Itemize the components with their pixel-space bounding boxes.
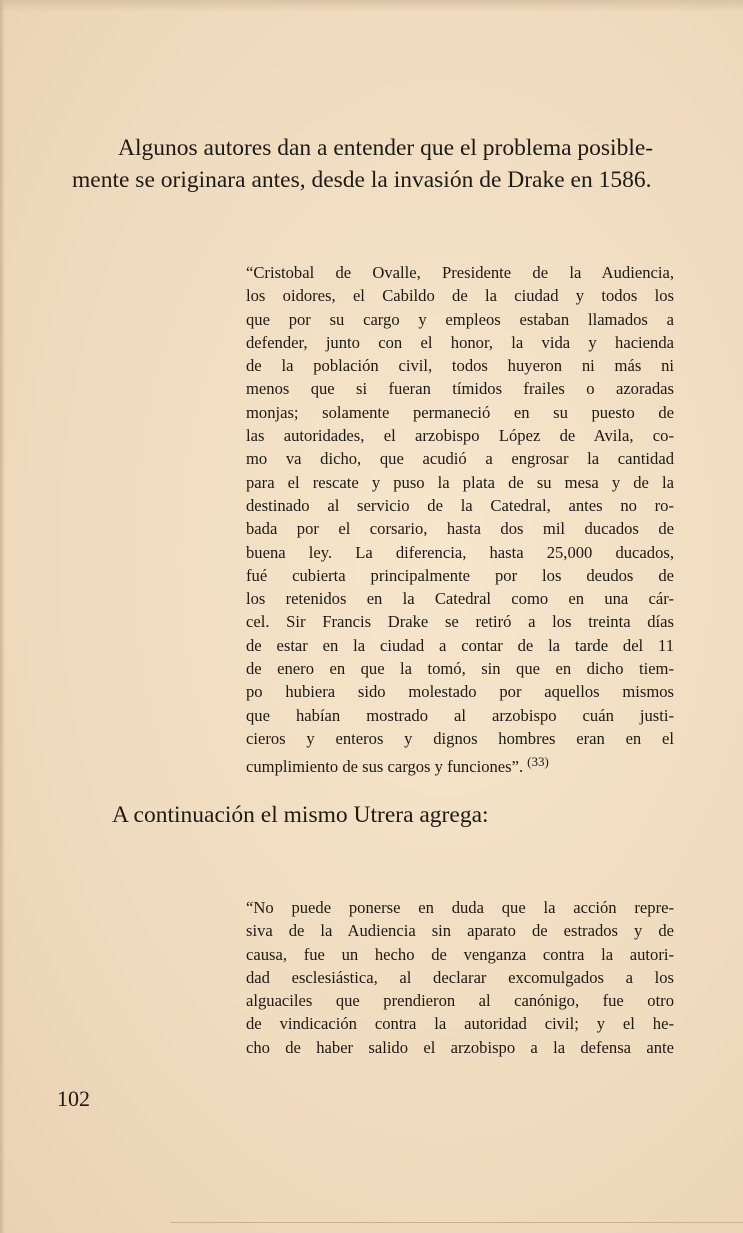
quote-line: causa, fue un hecho de venganza contra la autori- — [246, 944, 674, 964]
intro-paragraph — [72, 132, 684, 196]
quote-line: las autoridades, el arzobispo López de Avila, co- — [246, 426, 674, 446]
block-quote-ovalle — [246, 261, 674, 779]
quote-line: los retenidos en la Catedral como en una cár- — [246, 589, 674, 609]
page-bottom-rule — [170, 1222, 743, 1223]
quote-line: “Cristobal de Ovalle, Presidente de la Audiencia, — [246, 263, 674, 282]
quote-line: cho de haber salido el arzobispo a la defensa ante — [246, 1037, 674, 1057]
quote-final-text: cumplimiento de sus cargos y funciones”. — [246, 757, 524, 777]
quote-line: fué cubierta principalmente por los deudos de — [246, 565, 674, 585]
quote-line: buena ley. La diferencia, hasta 25,000 ducados, — [246, 542, 674, 562]
intro-line: mente se originara antes, desde la invasión de Drake en 1586. — [72, 167, 652, 193]
quote-line: de vindicación contra la autoridad civil; y el he- — [246, 1014, 674, 1034]
quote-line: dad esclesiástica, al declarar excomulgados a los — [246, 967, 674, 987]
quote-line-final — [246, 750, 674, 778]
block-quote-utrera — [246, 896, 674, 1059]
page-left-edge-shadow — [0, 0, 5, 1233]
quote-line: que por su cargo y empleos estaban llamados a — [246, 309, 674, 329]
footnote-reference[interactable]: (33) — [527, 754, 549, 770]
continuation-sentence: A continuación el mismo Utrera agrega: — [112, 802, 489, 828]
quote-line: menos que si fueran tímidos frailes o azoradas — [246, 379, 674, 399]
page-number: 102 — [57, 1086, 90, 1111]
quote-line: destinado al servicio de la Catedral, antes no ro- — [246, 495, 674, 515]
intro-line: Algunos autores dan a entender que el problema posible- — [118, 135, 654, 161]
quote-line: bada por el corsario, hasta dos mil ducados de — [246, 519, 674, 539]
quote-line: monjas; solamente permaneció en su puesto de — [246, 402, 674, 422]
quote-line: “No puede ponerse en duda que la acción repre- — [246, 898, 674, 917]
quote-line: cieros y enteros y dignos hombres eran en el — [246, 728, 674, 748]
quote-line: de estar en la ciudad a contar de la tarde del 11 — [246, 635, 674, 655]
quote-line: para el rescate y puso la plata de su mesa y de la — [246, 472, 674, 492]
quote-line: de la población civil, todos huyeron ni más ni — [246, 356, 674, 376]
quote-line: mo va dicho, que acudió a engrosar la cantidad — [246, 449, 674, 469]
quote-line: cel. Sir Francis Drake se retiró a los treinta días — [246, 612, 674, 632]
quote-line: alguaciles que prendieron al canónigo, fue otro — [246, 991, 674, 1011]
quote-line: de enero en que la tomó, sin que en dicho tiem- — [246, 659, 674, 679]
quote-line: defender, junto con el honor, la vida y hacienda — [246, 332, 674, 352]
quote-line: po hubiera sido molestado por aquellos mismos — [246, 682, 674, 702]
quote-line: siva de la Audiencia sin aparato de estrados y de — [246, 921, 674, 941]
page-top-edge-shadow — [0, 0, 743, 12]
quote-line: los oidores, el Cabildo de la ciudad y todos los — [246, 286, 674, 306]
quote-line: que habían mostrado al arzobispo cuán justi- — [246, 705, 674, 725]
